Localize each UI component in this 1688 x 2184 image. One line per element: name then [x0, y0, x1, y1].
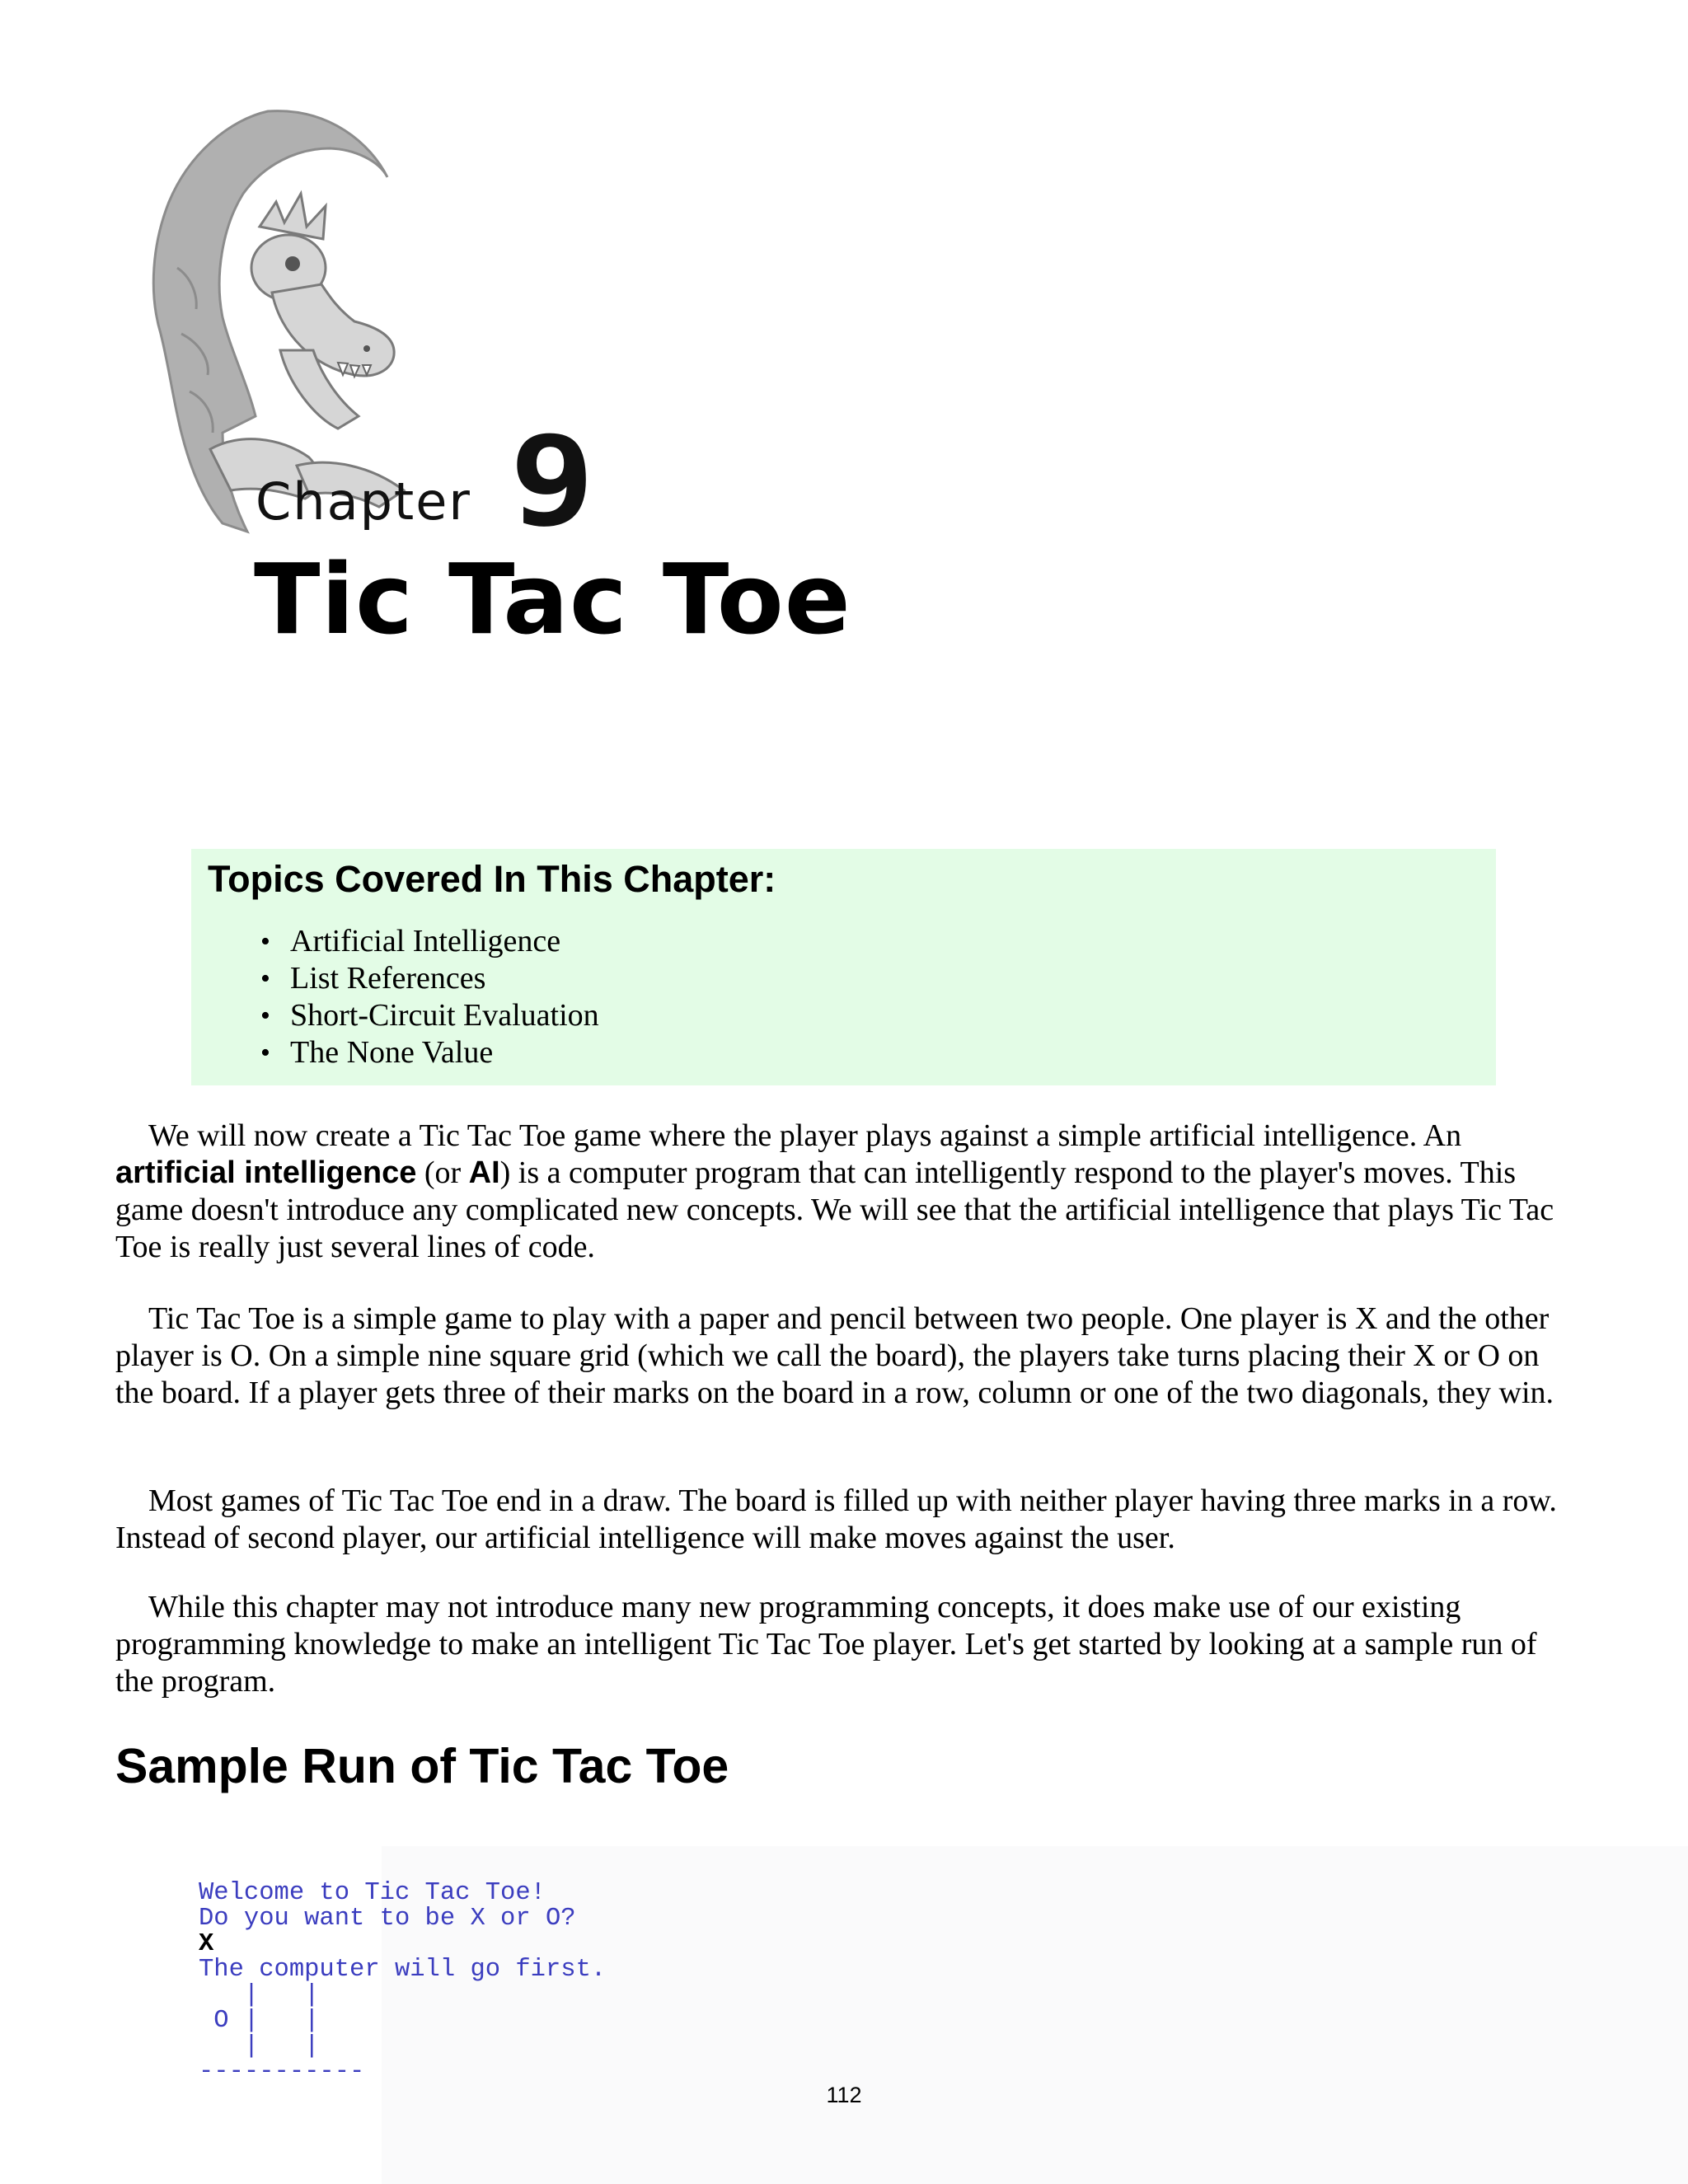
- topic-item: • Short-Circuit Evaluation: [290, 997, 1479, 1034]
- intro-paragraph-block: [115, 1118, 1566, 1266]
- console-output-line: The computer will go first.: [199, 1956, 607, 1984]
- section-heading: Sample Run of Tic Tac Toe: [115, 1739, 729, 1793]
- chapter-label: Chapter: [256, 471, 471, 532]
- topic-item: • Artificial Intelligence: [290, 923, 1479, 960]
- rules-paragraph-block: [115, 1301, 1566, 1412]
- console-input-line: X: [199, 1930, 214, 1958]
- getting-started-paragraph-block: [115, 1589, 1566, 1700]
- console-output-line: Do you want to be X or O?: [199, 1905, 576, 1933]
- console-output-line: Welcome to Tic Tac Toe!: [199, 1879, 546, 1907]
- draw-paragraph-block: [115, 1483, 1566, 1557]
- console-board-line: | |: [199, 2032, 320, 2060]
- console-board-line: O | |: [199, 2007, 320, 2035]
- console-board-line: | |: [199, 1981, 320, 2009]
- console-board-divider: -----------: [199, 2058, 365, 2086]
- topics-heading: Topics Covered In This Chapter:: [208, 858, 776, 900]
- chapter-title: Tic Tac Toe: [254, 542, 851, 656]
- page-number: 112: [826, 2083, 862, 2107]
- topic-item: • The None Value: [290, 1034, 1479, 1071]
- intro-paragraph: [115, 1118, 1566, 1266]
- chapter-number: 9: [509, 410, 595, 554]
- topic-item: • List References: [290, 960, 1479, 997]
- term-ai: AI: [468, 1155, 500, 1190]
- text-run: (or: [416, 1155, 469, 1190]
- text-run: ) is a computer program that can intelligently respond to the player's moves. This game doesn't introduce any complicated new concepts. We will see that the artificial intelligence that plays Tic Tac Toe is really just several lines of code.: [115, 1155, 1554, 1264]
- sample-run-console: [199, 1881, 606, 2085]
- topics-list: [208, 923, 1479, 1071]
- getting-started-paragraph: While this chapter may not introduce many new programming concepts, it does make use of our existing programming knowledge to make an intelligent Tic Tac Toe player. Let's get started by looking at a sample run of the program.: [115, 1590, 1537, 1699]
- rules-paragraph: Tic Tac Toe is a simple game to play with a paper and pencil between two people. One player is X and the other player is O. On a simple nine square grid (which we call the board), the players take turns placing their X or O on the board. If a player gets three of their marks on the board in a row, column or one of the two diagonals, they win.: [115, 1301, 1554, 1410]
- draw-paragraph: Most games of Tic Tac Toe end in a draw. The board is filled up with neither player having three marks in a row. Instead of second player, our artificial intelligence will make moves against the user.: [115, 1483, 1557, 1555]
- text-run: We will now create a Tic Tac Toe game where the player plays against a simple artificial intelligence. An: [148, 1118, 1462, 1153]
- topics-box: [191, 849, 1496, 1085]
- term-artificial-intelligence: artificial intelligence: [115, 1155, 417, 1190]
